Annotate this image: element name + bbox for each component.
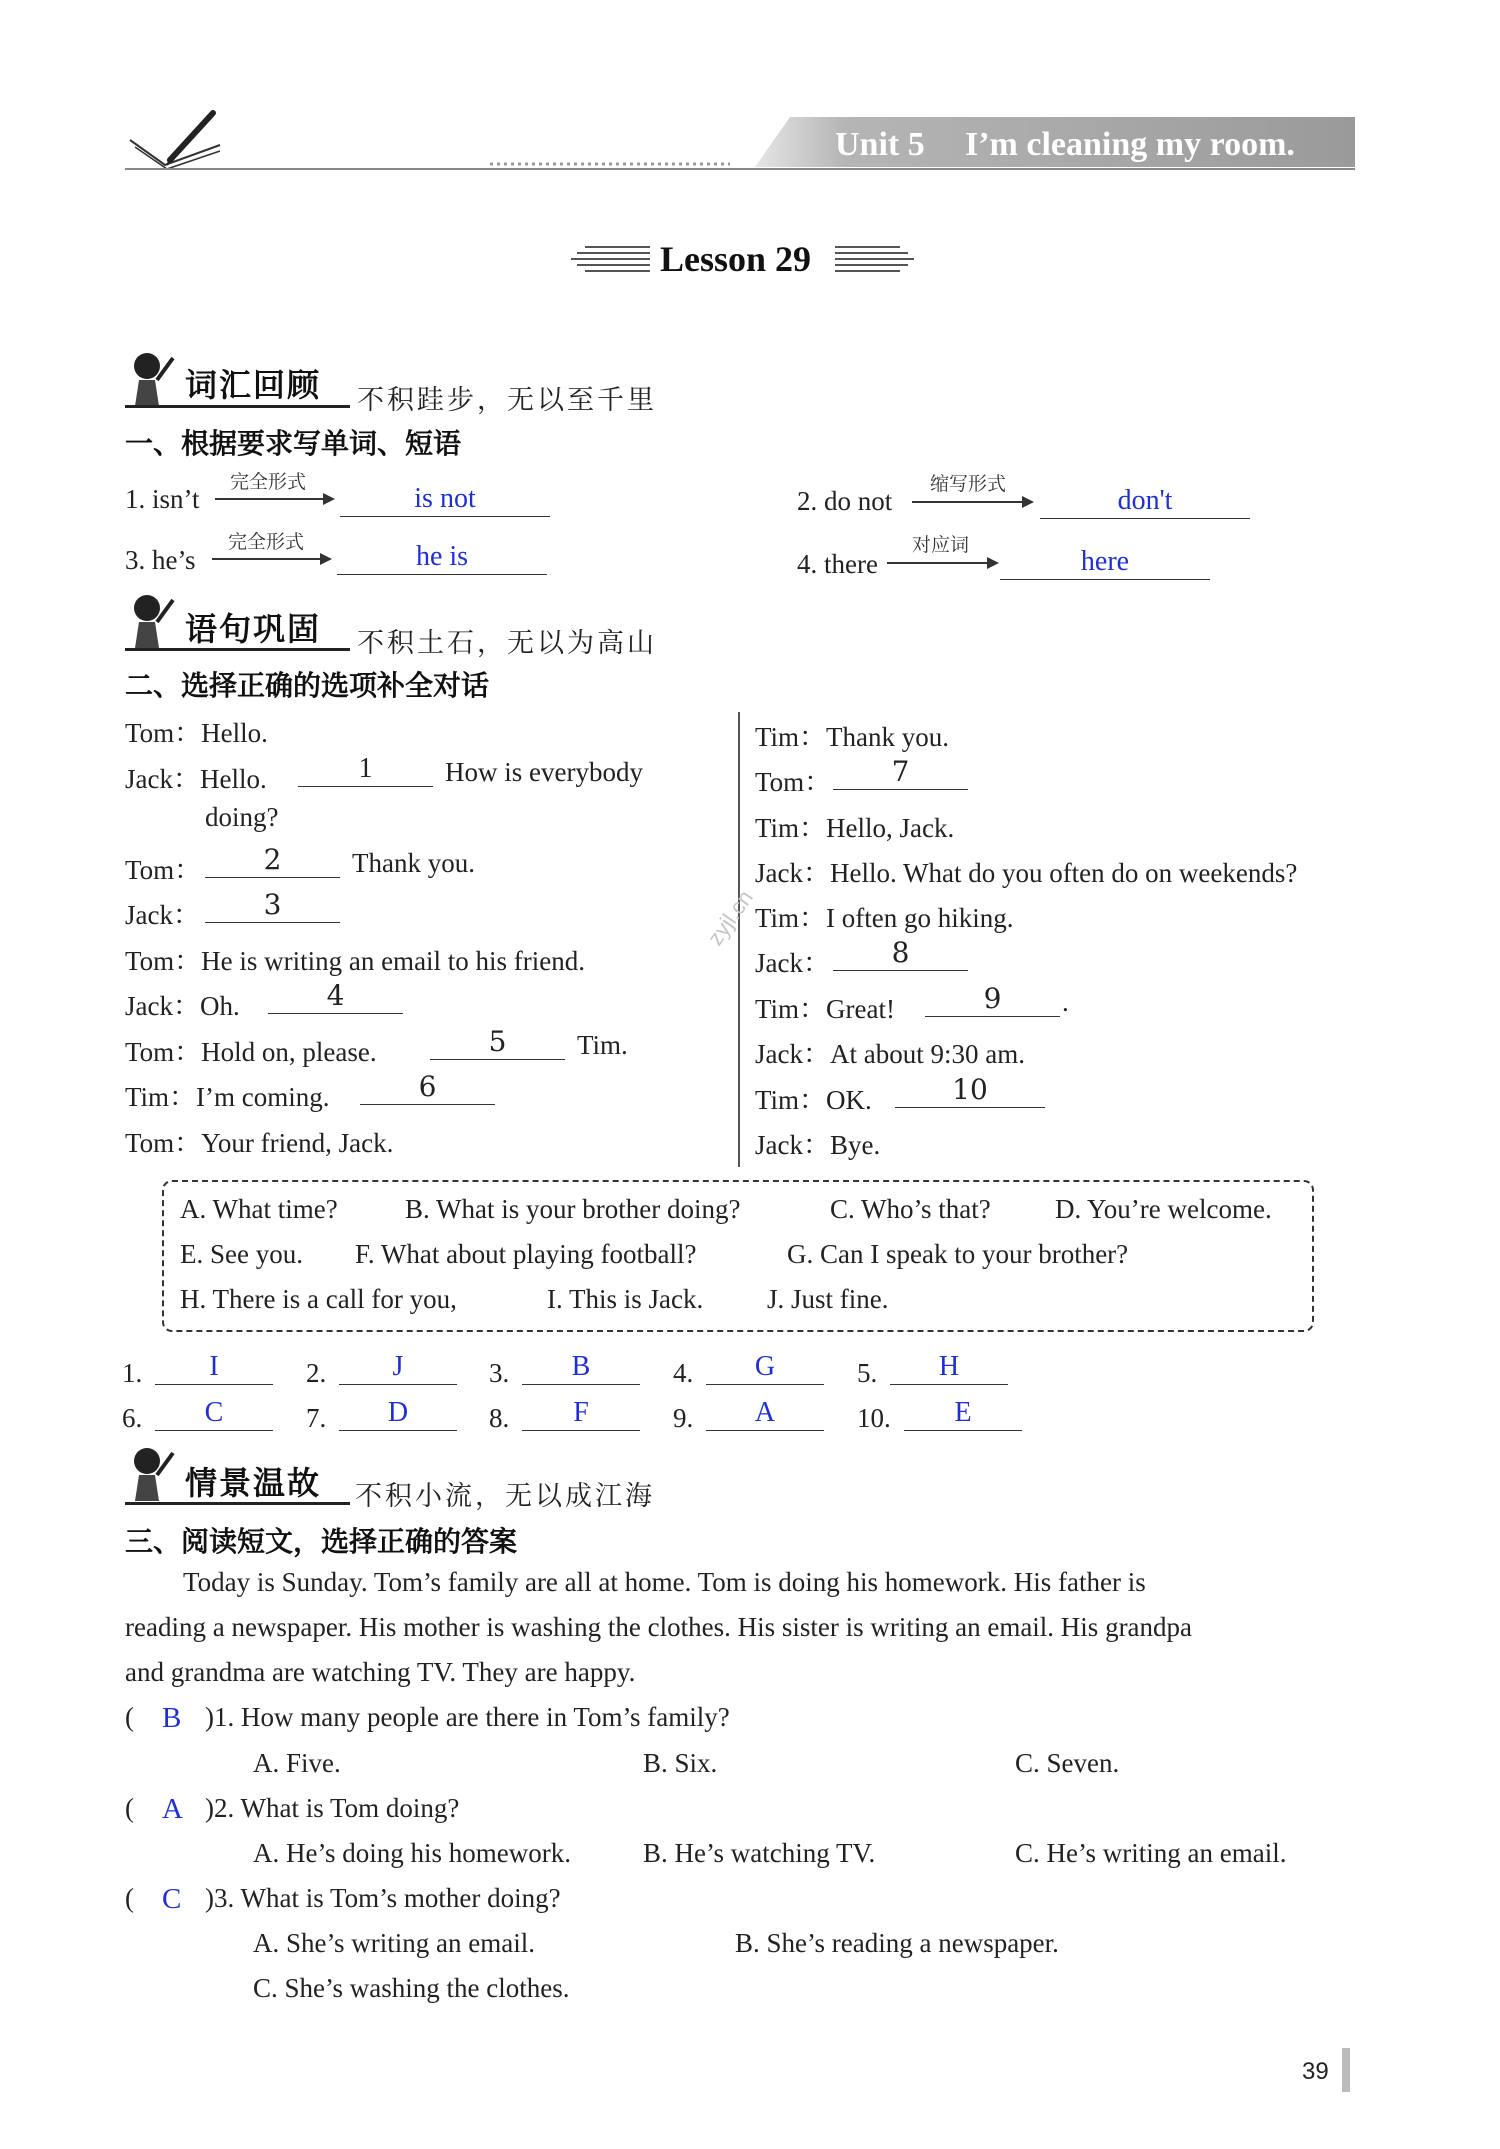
section-title: 语句巩固 [185,610,322,648]
option: E. See you. [180,1239,303,1269]
dialog-blank: 9 [925,982,1060,1017]
unit-label: Unit 5 [835,126,925,163]
choice: A. She’s writing an email. [253,1928,535,1958]
hint-label: 对应词 [912,534,970,556]
dialog-line: How is everybody [445,757,643,787]
choice: B. She’s reading a newspaper. [735,1928,1059,1958]
answer-blank: E [904,1396,1022,1431]
dialog-line: Thank you. [352,848,475,878]
stripes-left [565,244,650,274]
dialog-line: Tom：Your friend, Jack. [125,1128,394,1158]
dialog-line: Tim：OK. [755,1085,872,1115]
dialog-line: Tom： [125,855,202,885]
question-text: )3. What is Tom’s mother doing? [205,1883,561,1913]
passage-line: and grandma are watching TV. They are happy. [125,1657,636,1687]
passage-line: reading a newspaper. His mother is washing the clothes. His sister is writing an email. His grandpa [125,1612,1193,1642]
item-label: 4. there [797,549,878,579]
choice: B. Six. [643,1748,718,1778]
answer-blank: H [890,1350,1008,1385]
motto: 不积小流，无以成江海 [355,1481,655,1512]
option: D. You’re welcome. [1055,1194,1272,1224]
dialog-blank: 2 [205,843,340,878]
student-icon [125,1445,177,1503]
answer-blank: C [155,1396,273,1431]
unit-title: I’m cleaning my room. [965,126,1295,163]
dialog-blank: 4 [268,979,403,1014]
question-text: )2. What is Tom doing? [205,1793,460,1823]
dialog-line: Jack： [125,900,200,930]
lesson-title: Lesson 29 [660,239,812,279]
dialog-blank: 10 [895,1073,1045,1108]
dialog-line: Jack：Oh. [125,991,240,1021]
answer-number: 3. [489,1358,510,1388]
dialog-line: Jack：At about 9:30 am. [755,1039,1025,1069]
dialog-blank: 8 [833,936,968,971]
paren: ( [125,1883,134,1913]
question-answer: C [162,1883,182,1915]
student-icon [125,592,177,650]
dialog-line: Tom：Hold on, please. [125,1037,377,1067]
arrow-icon [887,562,997,564]
dialog-blank: 3 [205,888,340,923]
task-heading: 二、选择正确的选项补全对话 [125,669,490,702]
section-title: 情景温故 [185,1464,322,1502]
answer-blank: J [339,1350,457,1385]
answer-blank: A [706,1396,824,1431]
answer-blank: F [522,1396,640,1431]
paren: ( [125,1793,134,1823]
option: I. This is Jack. [547,1284,704,1314]
dialog-line: Tim：Hello, Jack. [755,813,955,843]
choice: C. Seven. [1015,1748,1120,1778]
choice: A. Five. [253,1748,341,1778]
option: G. Can I speak to your brother? [787,1239,1129,1269]
page-tab [1342,2048,1350,2092]
answer-number: 8. [489,1403,510,1433]
section-title: 词汇回顾 [185,366,322,404]
answer-number: 6. [122,1403,143,1433]
question-answer: A [162,1793,183,1825]
dialog-line: Tim：I often go hiking. [755,903,1014,933]
question-text: )1. How many people are there in Tom’s family? [205,1702,730,1732]
passage-line: Today is Sunday. Tom’s family are all at home. Tom is doing his homework. His father is [183,1567,1146,1597]
motto: 不积土石，无以为高山 [357,628,657,659]
dialog-line: Jack： [755,948,830,978]
answer-blank: G [706,1350,824,1385]
option: C. Who’s that? [830,1194,991,1224]
option: J. Just fine. [767,1284,889,1314]
answer-blank: B [522,1350,640,1385]
item-label: 2. do not [797,486,893,516]
answer-number: 7. [306,1403,327,1433]
student-icon [125,350,177,408]
answer-blank: is not [340,482,550,517]
option: A. What time? [180,1194,338,1224]
dialog-blank: 6 [360,1070,495,1105]
item-label: 1. isn’t [125,484,200,514]
paren: ( [125,1702,134,1732]
question-answer: B [162,1702,182,1734]
arrow-icon [912,501,1032,503]
answer-blank: don't [1040,484,1250,519]
dialog-line: . [1062,987,1069,1017]
task-heading: 一、根据要求写单词、短语 [125,427,462,460]
dialog-line: Tim：Thank you. [755,722,950,752]
choice: B. He’s watching TV. [643,1838,876,1868]
answer-number: 5. [857,1358,878,1388]
arrow-icon [212,558,330,560]
dialog-line: Jack：Bye. [755,1130,881,1160]
dialog-line: Tim. [577,1030,628,1060]
pen-notebook-icon [125,105,225,175]
dialog-line: Tom：Hello. [125,718,268,748]
option: F. What about playing football? [355,1239,697,1269]
dialog-line: Tim：I’m coming. [125,1082,330,1112]
option: H. There is a call for you, [180,1284,457,1314]
stripes-right [835,244,920,274]
dialog-blank: 1 [298,752,433,787]
task-heading: 三、阅读短文，选择正确的答案 [125,1525,518,1558]
dialog-line: Jack：Hello. What do you often do on weekends? [755,858,1298,888]
dialog-line: Tom：He is writing an email to his friend. [125,946,586,976]
arrow-icon [215,498,333,500]
hint-label: 完全形式 [228,531,305,553]
option: B. What is your brother doing? [405,1194,741,1224]
dialog-blank: 5 [430,1025,565,1060]
choice: C. He’s writing an email. [1015,1838,1287,1868]
column-divider [738,712,740,1167]
answer-blank: he is [337,540,547,575]
hint-label: 缩写形式 [930,473,1007,495]
answer-blank: D [339,1396,457,1431]
page-number: 39 [1302,2058,1329,2085]
hint-label: 完全形式 [230,471,307,493]
watermark: zyjl.cn [702,885,758,950]
answer-number: 10. [857,1403,891,1433]
dialog-line: Tim：Great! [755,994,895,1024]
dialog-line: doing? [205,802,279,832]
answer-number: 1. [122,1358,143,1388]
answer-number: 4. [673,1358,694,1388]
dialog-blank: 7 [833,755,968,790]
item-label: 3. he’s [125,545,196,575]
choice: A. He’s doing his homework. [253,1838,571,1868]
dialog-line: Tom： [755,767,832,797]
answer-blank: here [1000,545,1210,580]
choice: C. She’s washing the clothes. [253,1973,570,2003]
answer-number: 2. [306,1358,327,1388]
answer-number: 9. [673,1403,694,1433]
answer-blank: I [155,1350,273,1385]
dialog-line: Jack：Hello. [125,764,267,794]
motto: 不积跬步，无以至千里 [357,385,657,416]
